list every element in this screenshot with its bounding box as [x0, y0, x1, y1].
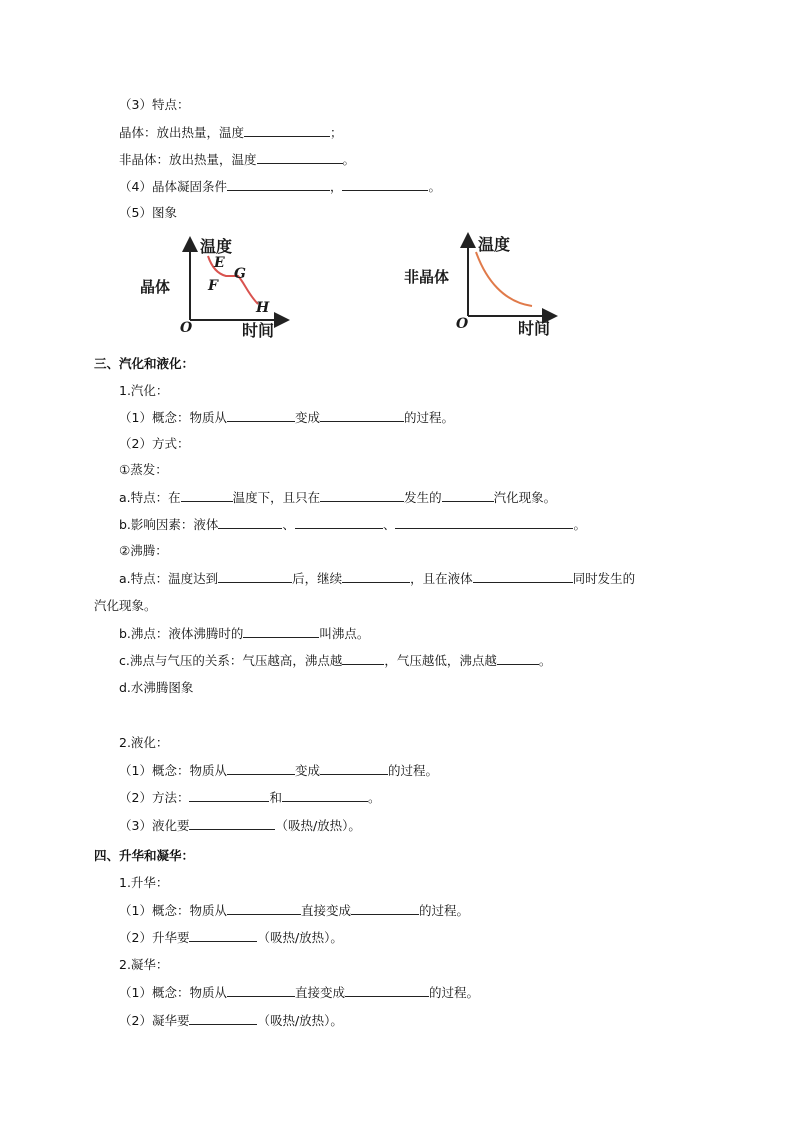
liquefaction-methods: （2）方法： 和 。 [119, 790, 381, 805]
answer-blank[interactable] [218, 516, 282, 529]
crystal-solidification-graph [130, 232, 290, 340]
answer-blank[interactable] [189, 929, 257, 942]
boiling-title: ②沸腾： [119, 543, 168, 558]
answer-blank[interactable] [227, 762, 295, 775]
answer-blank[interactable] [342, 178, 428, 191]
point-f-label: F [208, 278, 218, 294]
answer-blank[interactable] [351, 902, 419, 915]
amorphous-solidification-graph [400, 230, 560, 342]
water-boiling-graph-title: d.水沸腾图象 [119, 680, 194, 695]
vaporization-concept: （1）概念：物质从 变成 的过程。 [119, 410, 454, 425]
answer-blank[interactable] [244, 124, 330, 137]
y-axis-label: 温度 [478, 235, 511, 254]
section-3-heading: 三、汽化和液化： [94, 356, 195, 371]
crystal-feature-line: 晶体：放出热量，温度 ； [119, 125, 343, 140]
liquefaction-heat: （3）液化要 （吸热/放热）。 [119, 818, 361, 833]
answer-blank[interactable] [345, 984, 429, 997]
amorphous-cooling-curve [476, 252, 532, 306]
answer-blank[interactable] [342, 652, 384, 665]
answer-blank[interactable] [189, 817, 275, 830]
deposition-concept: （1）概念：物质从 直接变成 的过程。 [119, 985, 479, 1000]
deposition-heat: （2）凝华要 （吸热/放热）。 [119, 1013, 343, 1028]
evaporation-factors: b.影响因素：液体 、 、 。 [119, 517, 586, 532]
sublimation-heat: （2）升华要 （吸热/放热）。 [119, 930, 343, 945]
y-axis-label: 温度 [200, 237, 233, 256]
answer-blank[interactable] [395, 516, 573, 529]
liquefaction-concept: （1）概念：物质从 变成 的过程。 [119, 763, 438, 778]
answer-blank[interactable] [342, 570, 410, 583]
answer-blank[interactable] [227, 902, 301, 915]
answer-blank[interactable] [320, 409, 404, 422]
evaporation-title: ①蒸发： [119, 462, 168, 477]
crystal-side-label: 晶体 [140, 278, 171, 296]
answer-blank[interactable] [473, 570, 573, 583]
answer-blank[interactable] [227, 409, 295, 422]
answer-blank[interactable] [227, 984, 295, 997]
boiling-feature-cont: 汽化现象。 [94, 598, 157, 613]
graph-title: （5）图象 [119, 205, 177, 220]
solidify-condition-line: （4）晶体凝固条件 ， 。 [119, 179, 441, 194]
amorphous-side-label: 非晶体 [404, 268, 450, 286]
answer-blank[interactable] [282, 789, 368, 802]
answer-blank[interactable] [257, 151, 343, 164]
answer-blank[interactable] [227, 178, 330, 191]
features-heading: （3）特点： [119, 97, 190, 112]
boiling-pressure-relation: c.沸点与气压的关系：气压越高，沸点越 ，气压越低，沸点越 。 [119, 653, 552, 668]
answer-blank[interactable] [442, 489, 494, 502]
boiling-feature: a.特点：温度达到 后，继续 ，且在液体 同时发生的 [119, 571, 636, 586]
answer-blank[interactable] [218, 570, 292, 583]
answer-blank[interactable] [497, 652, 539, 665]
answer-blank[interactable] [243, 625, 319, 638]
sublimation-title: 1.升华： [119, 875, 169, 890]
origin-label: O [180, 320, 193, 336]
sublimation-concept: （1）概念：物质从 直接变成 的过程。 [119, 903, 469, 918]
origin-label: O [456, 316, 469, 332]
x-axis-label: 时间 [518, 319, 551, 338]
section-4-heading: 四、升华和凝华： [94, 848, 195, 863]
answer-blank[interactable] [320, 489, 404, 502]
point-e-label: E [214, 255, 225, 271]
vaporization-method: （2）方式： [119, 436, 190, 451]
evaporation-feature: a.特点：在 温度下，且只在 发生的 汽化现象。 [119, 490, 557, 505]
answer-blank[interactable] [320, 762, 388, 775]
amorphous-feature-line: 非晶体：放出热量，温度 。 [119, 152, 356, 167]
liquefaction-title: 2.液化： [119, 735, 169, 750]
boiling-point: b.沸点：液体沸腾时的 叫沸点。 [119, 626, 370, 641]
vaporization-title: 1.汽化： [119, 383, 169, 398]
deposition-title: 2.凝华： [119, 957, 169, 972]
point-h-label: H [256, 300, 270, 316]
answer-blank[interactable] [295, 516, 383, 529]
answer-blank[interactable] [189, 1012, 257, 1025]
answer-blank[interactable] [181, 489, 233, 502]
answer-blank[interactable] [189, 789, 269, 802]
x-axis-label: 时间 [242, 321, 275, 340]
point-g-label: G [234, 266, 246, 282]
